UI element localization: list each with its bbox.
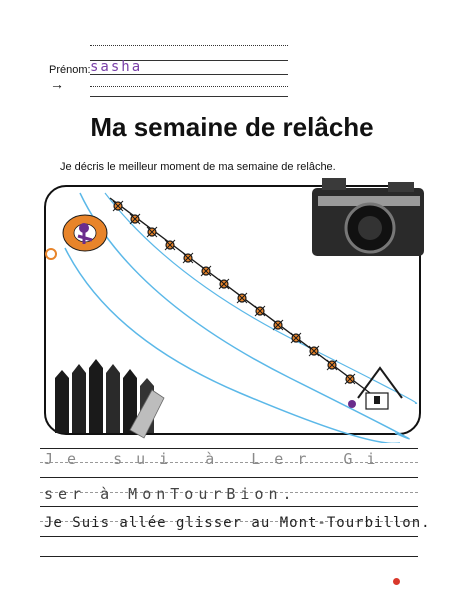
- handwriting-line-1: Je sui à Ler Gi: [44, 450, 390, 468]
- arrow-icon: →: [50, 76, 64, 92]
- prenom-value: sasha: [90, 59, 143, 75]
- writing-line-bottom-4: [40, 556, 418, 557]
- prenom-label: Prénom:: [49, 64, 91, 76]
- header-dotted-line-2: [90, 86, 288, 87]
- writing-line-bottom-1: [40, 477, 418, 478]
- tube-icon: [46, 215, 107, 259]
- cabin-icon: [348, 368, 402, 409]
- header-dotted-line-1: [90, 45, 288, 46]
- child-drawing: [40, 168, 440, 443]
- page-title: Ma semaine de relâche: [90, 112, 374, 142]
- instructions: Je décris le meilleur moment de ma semaine de relâche.: [60, 161, 336, 173]
- camera-icon: [312, 178, 424, 256]
- crayons-icon: [55, 359, 164, 438]
- writing-line-bottom-3: [40, 536, 418, 537]
- writing-line-top-1: [40, 448, 418, 449]
- handwriting-line-3: Je Suis allée glisser au Mont-Tourbillon.: [44, 515, 431, 531]
- handwriting-line-2: ser à MonTourBion.: [44, 485, 297, 503]
- header-line-2: [90, 74, 288, 75]
- writing-line-bottom-2: [40, 506, 418, 507]
- red-mark: [393, 578, 400, 585]
- header-line-3: [90, 96, 288, 97]
